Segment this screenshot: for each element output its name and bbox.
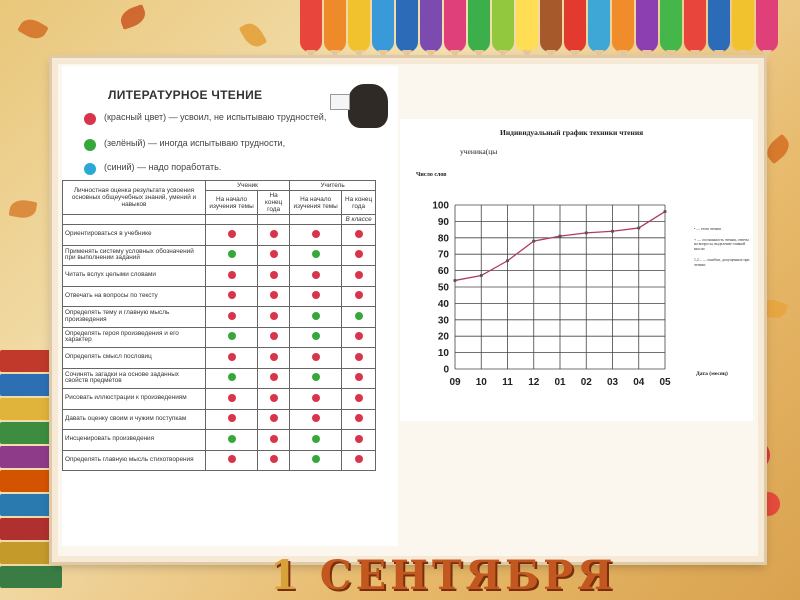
sub-header: На конец года bbox=[258, 191, 290, 215]
mark-cell bbox=[342, 327, 376, 348]
green-dot-icon bbox=[84, 139, 96, 151]
banner-word: СЕНТЯБРЯ bbox=[319, 552, 617, 599]
worksheet-title: ЛИТЕРАТУРНОЕ ЧТЕНИЕ bbox=[108, 88, 263, 102]
mark-dot-icon bbox=[270, 414, 278, 422]
mark-dot-icon bbox=[270, 312, 278, 320]
mark-dot-icon bbox=[228, 291, 236, 299]
y-tick-label: 10 bbox=[437, 348, 449, 360]
x-tick-label: 12 bbox=[528, 377, 540, 388]
mark-dot-icon bbox=[355, 353, 363, 361]
mark-dot-icon bbox=[270, 435, 278, 443]
y-tick-label: 40 bbox=[437, 298, 449, 310]
mark-dot-icon bbox=[270, 230, 278, 238]
mark-dot-icon bbox=[228, 414, 236, 422]
legend-item: • — темп чтения bbox=[694, 227, 721, 231]
mark-cell bbox=[290, 430, 342, 451]
pencil-icon bbox=[516, 0, 538, 52]
mark-cell bbox=[206, 430, 258, 451]
y-tick-label: 50 bbox=[437, 282, 449, 294]
data-point bbox=[532, 239, 535, 242]
skill-cell: Инсценировать произведения bbox=[63, 430, 206, 451]
owl-mascot-icon bbox=[348, 84, 388, 128]
pencil-icon bbox=[348, 0, 370, 52]
table-row bbox=[63, 430, 376, 451]
teacher-header: Учитель bbox=[290, 181, 376, 191]
pencil-icon bbox=[708, 0, 730, 52]
pencil-icon bbox=[420, 0, 442, 52]
mark-cell bbox=[290, 409, 342, 430]
mark-cell bbox=[342, 286, 376, 307]
table-row bbox=[63, 409, 376, 430]
data-point bbox=[506, 259, 509, 262]
legend-green-text: (зелёный) — иногда испытываю трудности, bbox=[104, 138, 286, 148]
mark-dot-icon bbox=[355, 250, 363, 258]
mark-cell bbox=[258, 389, 290, 410]
pencil-icon bbox=[444, 0, 466, 52]
y-tick-label: 90 bbox=[437, 216, 449, 228]
book-icon bbox=[0, 422, 58, 444]
mark-dot-icon bbox=[355, 332, 363, 340]
mark-dot-icon bbox=[312, 414, 320, 422]
mark-cell bbox=[258, 286, 290, 307]
chart-legend bbox=[694, 227, 750, 273]
mark-cell bbox=[206, 409, 258, 430]
mark-dot-icon bbox=[355, 435, 363, 443]
mark-cell bbox=[342, 368, 376, 389]
book-icon bbox=[0, 470, 60, 492]
table-row bbox=[63, 327, 376, 348]
mark-dot-icon bbox=[355, 312, 363, 320]
mark-cell bbox=[290, 450, 342, 471]
x-tick-label: 09 bbox=[449, 377, 461, 388]
skill-cell: Рисовать иллюстрации к произведениям bbox=[63, 389, 206, 410]
x-tick-label: 03 bbox=[606, 377, 619, 388]
mark-dot-icon bbox=[270, 373, 278, 381]
pencil-icon bbox=[732, 0, 754, 52]
mark-cell bbox=[258, 307, 290, 328]
y-tick-label: 20 bbox=[437, 331, 449, 343]
skill-cell: Ориентироваться в учебнике bbox=[63, 225, 206, 246]
y-tick-label: 60 bbox=[437, 266, 449, 278]
student-header: Ученик bbox=[206, 181, 290, 191]
mark-cell bbox=[290, 348, 342, 369]
table-row bbox=[63, 307, 376, 328]
pencil-icon bbox=[660, 0, 682, 52]
mark-dot-icon bbox=[270, 455, 278, 463]
leaf-icon bbox=[118, 4, 149, 30]
reading-chart-card bbox=[400, 119, 753, 421]
mark-cell bbox=[258, 225, 290, 246]
mark-dot-icon bbox=[228, 271, 236, 279]
leaf-icon bbox=[762, 134, 793, 165]
mark-cell bbox=[258, 327, 290, 348]
skill-cell: Сочинять загадки на основе заданных свойств предметов bbox=[63, 368, 206, 389]
data-point bbox=[558, 235, 561, 238]
sub-header: На начало изучения темы bbox=[206, 191, 258, 215]
table-row bbox=[63, 450, 376, 471]
y-tick-label: 30 bbox=[437, 315, 449, 327]
legend-blue-text: (синий) — надо поработать. bbox=[104, 162, 222, 172]
mark-dot-icon bbox=[270, 353, 278, 361]
table-row bbox=[63, 245, 376, 266]
x-tick-label: 02 bbox=[580, 377, 592, 388]
mark-dot-icon bbox=[355, 373, 363, 381]
x-tick-label: 05 bbox=[659, 377, 671, 388]
mark-cell bbox=[206, 286, 258, 307]
mark-dot-icon bbox=[228, 373, 236, 381]
mark-cell bbox=[342, 409, 376, 430]
skill-cell: Определять главную мысль стихотворения bbox=[63, 450, 206, 471]
mark-cell bbox=[342, 348, 376, 369]
book-icon bbox=[0, 566, 62, 588]
table-row bbox=[63, 348, 376, 369]
data-point bbox=[611, 230, 614, 233]
book-icon bbox=[0, 374, 56, 396]
table-row bbox=[63, 225, 376, 246]
mark-dot-icon bbox=[312, 332, 320, 340]
mark-dot-icon bbox=[312, 312, 320, 320]
mark-dot-icon bbox=[312, 230, 320, 238]
data-point bbox=[663, 210, 666, 213]
mark-cell bbox=[258, 430, 290, 451]
mark-cell bbox=[206, 348, 258, 369]
legend-blue bbox=[84, 162, 344, 175]
mark-dot-icon bbox=[355, 291, 363, 299]
mark-dot-icon bbox=[228, 230, 236, 238]
x-axis-label: Дата (месяц) bbox=[696, 371, 728, 377]
mark-cell bbox=[258, 348, 290, 369]
sub-header: На конец года bbox=[342, 191, 376, 215]
pencil-icon bbox=[612, 0, 634, 52]
table-row bbox=[63, 286, 376, 307]
pencil-icon bbox=[468, 0, 490, 52]
table-row bbox=[63, 389, 376, 410]
mark-cell bbox=[290, 266, 342, 287]
mark-cell bbox=[206, 368, 258, 389]
date-banner bbox=[270, 552, 790, 598]
mark-dot-icon bbox=[355, 414, 363, 422]
mark-dot-icon bbox=[270, 332, 278, 340]
mark-dot-icon bbox=[312, 394, 320, 402]
mark-cell bbox=[206, 450, 258, 471]
mark-dot-icon bbox=[270, 394, 278, 402]
mark-dot-icon bbox=[228, 250, 236, 258]
mark-dot-icon bbox=[312, 373, 320, 381]
x-tick-label: 01 bbox=[554, 377, 566, 388]
note-cell: В классе bbox=[342, 215, 376, 225]
mark-cell bbox=[290, 245, 342, 266]
skills-header: Личностная оценка результата усвоения основных общеучебных знаний, умений и навыков bbox=[63, 181, 206, 215]
mark-cell bbox=[206, 245, 258, 266]
skill-cell: Определять смысл пословиц bbox=[63, 348, 206, 369]
pencil-icon bbox=[540, 0, 562, 52]
mark-cell bbox=[290, 307, 342, 328]
y-axis-label: Число слов bbox=[416, 172, 447, 178]
mark-cell bbox=[258, 266, 290, 287]
skill-cell: Отвечать на вопросы по тексту bbox=[63, 286, 206, 307]
pencil-icon bbox=[756, 0, 778, 52]
mark-cell bbox=[258, 368, 290, 389]
book-icon bbox=[0, 518, 56, 540]
mark-cell bbox=[258, 450, 290, 471]
pencil-icon bbox=[300, 0, 322, 52]
blue-dot-icon bbox=[84, 163, 96, 175]
mark-dot-icon bbox=[355, 271, 363, 279]
pencil-icon bbox=[492, 0, 514, 52]
data-point bbox=[585, 231, 588, 234]
mark-cell bbox=[342, 225, 376, 246]
data-point bbox=[480, 274, 483, 277]
x-tick-label: 11 bbox=[502, 377, 513, 388]
mark-dot-icon bbox=[228, 394, 236, 402]
mark-cell bbox=[342, 430, 376, 451]
mark-dot-icon bbox=[312, 353, 320, 361]
chart-subtitle: ученика(цы bbox=[460, 147, 498, 156]
mark-cell bbox=[342, 389, 376, 410]
pencil-icon bbox=[396, 0, 418, 52]
legend-item: 1,2... — ошибки, допущенные при чтении bbox=[694, 257, 750, 267]
leaf-icon bbox=[239, 19, 268, 51]
mark-cell bbox=[342, 245, 376, 266]
legend-green bbox=[84, 138, 344, 151]
mark-dot-icon bbox=[355, 455, 363, 463]
mark-dot-icon bbox=[355, 230, 363, 238]
mark-dot-icon bbox=[312, 455, 320, 463]
legend-red-text: (красный цвет) — усвоил, не испытываю трудностей, bbox=[104, 112, 327, 122]
x-tick-label: 10 bbox=[475, 377, 487, 388]
red-dot-icon bbox=[84, 113, 96, 125]
mark-cell bbox=[206, 225, 258, 246]
pencil-icon bbox=[636, 0, 658, 52]
mark-cell bbox=[342, 450, 376, 471]
pencil-icon bbox=[324, 0, 346, 52]
y-tick-label: 80 bbox=[437, 233, 449, 245]
x-tick-label: 04 bbox=[633, 377, 645, 388]
mark-dot-icon bbox=[228, 353, 236, 361]
mark-dot-icon bbox=[312, 250, 320, 258]
mark-cell bbox=[342, 266, 376, 287]
mark-cell bbox=[290, 327, 342, 348]
mark-dot-icon bbox=[312, 291, 320, 299]
pencil-icon bbox=[372, 0, 394, 52]
mark-dot-icon bbox=[228, 312, 236, 320]
data-point bbox=[453, 279, 456, 282]
pencils-decoration bbox=[300, 0, 800, 52]
mark-cell bbox=[342, 307, 376, 328]
skill-cell: Применять систему условных обозначений при выполнении заданий bbox=[63, 245, 206, 266]
mark-dot-icon bbox=[228, 435, 236, 443]
pencil-icon bbox=[564, 0, 586, 52]
skill-cell: Давать оценку своим и чужим поступкам bbox=[63, 409, 206, 430]
pencil-icon bbox=[684, 0, 706, 52]
mark-dot-icon bbox=[270, 271, 278, 279]
mark-cell bbox=[206, 389, 258, 410]
table-row bbox=[63, 368, 376, 389]
leaf-icon bbox=[17, 15, 49, 44]
mark-cell bbox=[206, 307, 258, 328]
mark-dot-icon bbox=[270, 291, 278, 299]
skill-cell: Определять тему и главную мысль произведения bbox=[63, 307, 206, 328]
mark-cell bbox=[258, 409, 290, 430]
mark-cell bbox=[206, 327, 258, 348]
mark-cell bbox=[258, 245, 290, 266]
y-tick-label: 70 bbox=[437, 249, 449, 261]
skill-cell: Определять героя произведения и его характер bbox=[63, 327, 206, 348]
legend-item: + — осознанность чтения, ответы на вопросы, выделение главной мысли bbox=[694, 237, 749, 252]
mark-dot-icon bbox=[270, 250, 278, 258]
pencil-icon bbox=[588, 0, 610, 52]
mark-cell bbox=[290, 368, 342, 389]
legend-red bbox=[84, 112, 344, 125]
y-tick-label: 0 bbox=[443, 364, 449, 376]
data-point bbox=[637, 226, 640, 229]
mark-dot-icon bbox=[228, 332, 236, 340]
mark-dot-icon bbox=[228, 455, 236, 463]
table-row bbox=[63, 266, 376, 287]
chart-title: Индивидуальный график техники чтения bbox=[500, 128, 644, 137]
mark-cell bbox=[290, 225, 342, 246]
mark-cell bbox=[290, 389, 342, 410]
mark-dot-icon bbox=[312, 435, 320, 443]
mark-cell bbox=[206, 266, 258, 287]
mark-cell bbox=[290, 286, 342, 307]
mark-dot-icon bbox=[312, 271, 320, 279]
leaf-icon bbox=[9, 198, 38, 220]
evaluation-table bbox=[62, 180, 376, 471]
banner-digit: 1 bbox=[270, 552, 302, 599]
y-tick-label: 100 bbox=[432, 200, 449, 212]
skill-cell: Читать вслух целыми словами bbox=[63, 266, 206, 287]
worksheet-image bbox=[62, 66, 398, 546]
sub-header: На начало изучения темы bbox=[290, 191, 342, 215]
mark-dot-icon bbox=[355, 394, 363, 402]
